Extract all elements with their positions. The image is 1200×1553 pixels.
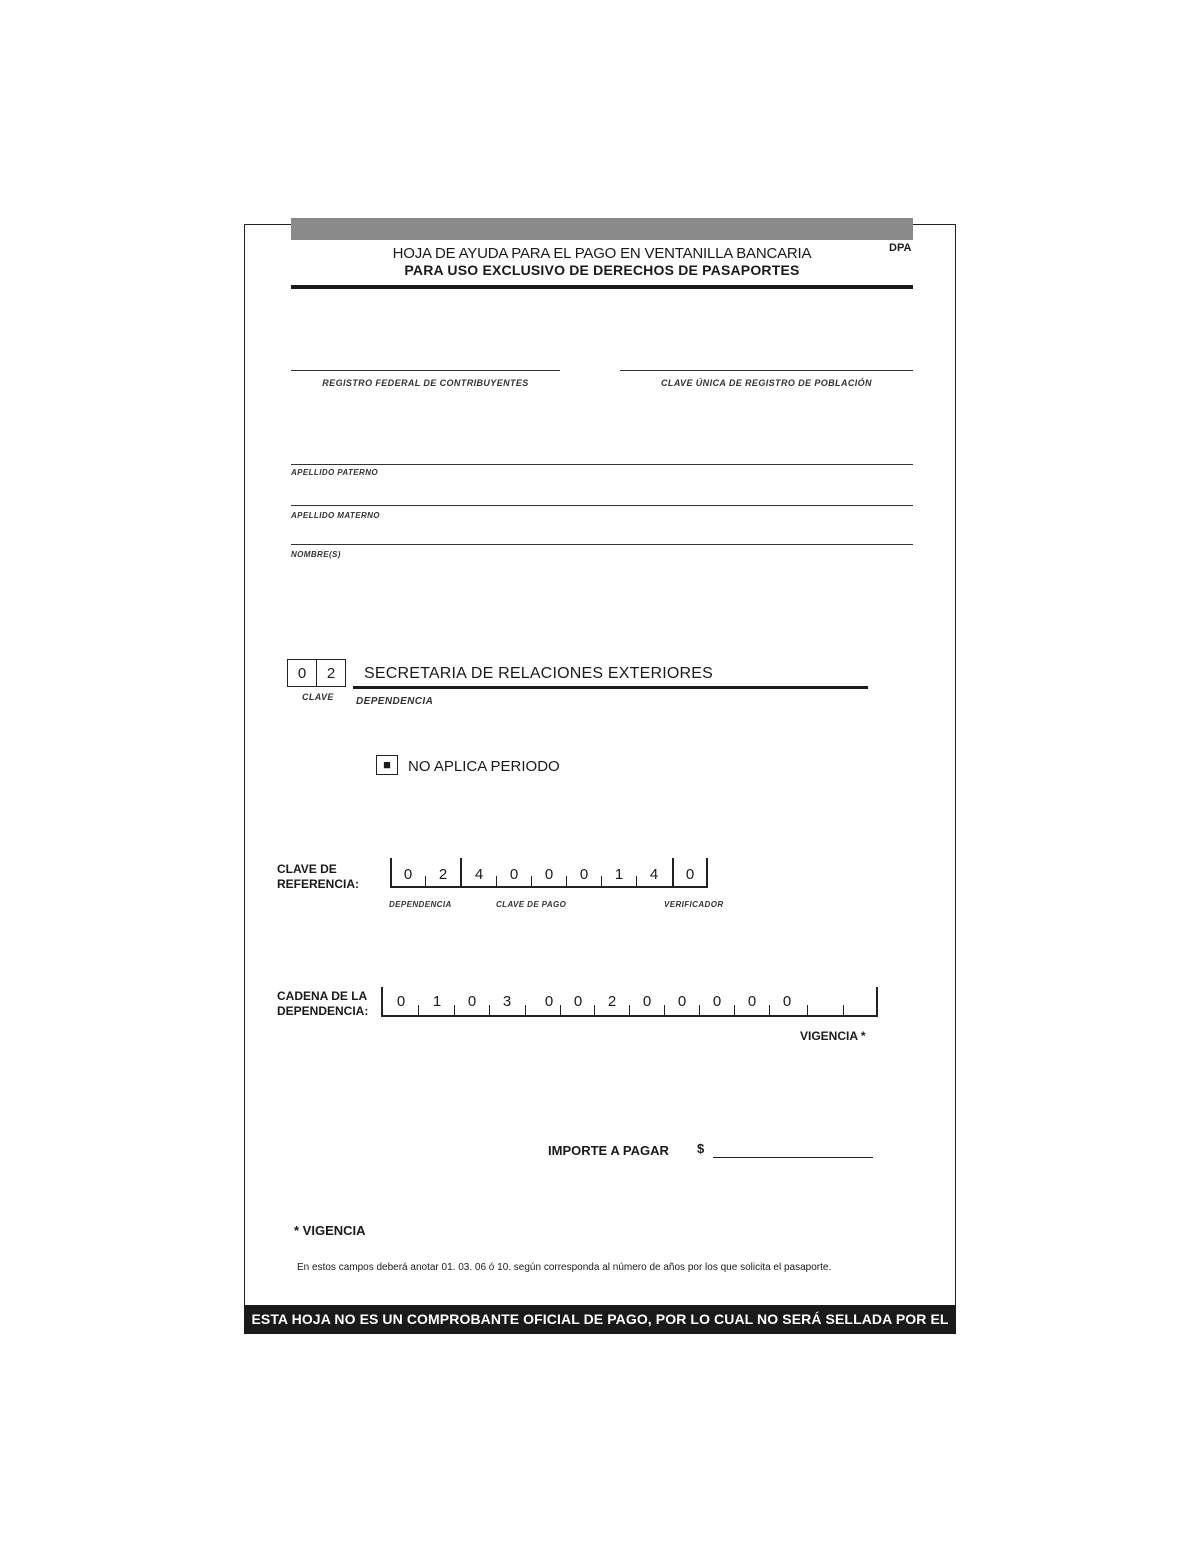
form-title: HOJA DE AYUDA PARA EL PAGO EN VENTANILLA BANCARIA bbox=[392, 245, 812, 262]
nombre-label: NOMBRE(S) bbox=[291, 550, 341, 559]
apellido-paterno-input-line[interactable] bbox=[291, 464, 913, 465]
cadena-field bbox=[381, 987, 878, 1017]
importe-label: IMPORTE A PAGAR bbox=[548, 1143, 669, 1158]
ref-digit: 0 bbox=[544, 866, 554, 883]
cadena-tick bbox=[843, 1005, 844, 1015]
cadena-border-right bbox=[876, 987, 878, 1017]
clave-digit-box: 0 bbox=[287, 659, 317, 687]
header-gray-band bbox=[291, 218, 913, 240]
ref-sub-dependencia: DEPENDENCIA bbox=[389, 900, 452, 909]
form-subtitle: PARA USO EXCLUSIVO DE DERECHOS DE PASAPORTES bbox=[404, 262, 800, 278]
dependencia-name: SECRETARIA DE RELACIONES EXTERIORES bbox=[364, 665, 714, 682]
ref-digit: 0 bbox=[579, 866, 589, 883]
clave-referencia-label-2: REFERENCIA: bbox=[277, 877, 360, 891]
header-divider bbox=[291, 285, 913, 289]
cadena-digit: 0 bbox=[396, 993, 406, 1010]
cadena-digit: 0 bbox=[544, 993, 554, 1010]
frame-top-border-right bbox=[913, 224, 956, 225]
no-aplica-periodo-label: NO APLICA PERIODO bbox=[408, 758, 560, 775]
cadena-digit: 0 bbox=[677, 993, 687, 1010]
cadena-digit: 0 bbox=[467, 993, 477, 1010]
no-aplica-periodo-checkbox[interactable] bbox=[376, 755, 398, 775]
apellido-materno-input-line[interactable] bbox=[291, 505, 913, 506]
vigencia-note-title: * VIGENCIA bbox=[294, 1223, 366, 1238]
vigencia-label: VIGENCIA * bbox=[800, 1029, 866, 1043]
ref-digit: 0 bbox=[403, 866, 413, 883]
cadena-digit: 0 bbox=[573, 993, 583, 1010]
checkmark-icon: ■ bbox=[383, 757, 391, 772]
nombre-input-line[interactable] bbox=[291, 544, 913, 545]
cadena-digit: 0 bbox=[712, 993, 722, 1010]
ref-digit: 4 bbox=[474, 866, 484, 883]
ref-sub-clave-pago: CLAVE DE PAGO bbox=[496, 900, 567, 909]
frame-top-border bbox=[244, 224, 291, 225]
cadena-digit: 3 bbox=[502, 993, 512, 1010]
curp-label: CLAVE ÚNICA DE REGISTRO DE POBLACIÓN bbox=[661, 378, 872, 388]
dependencia-label: DEPENDENCIA bbox=[356, 696, 434, 707]
form-code: DPA bbox=[889, 242, 912, 254]
cadena-digit: 2 bbox=[607, 993, 617, 1010]
frame-right-border bbox=[955, 224, 956, 1334]
dependencia-underline bbox=[353, 686, 868, 689]
ref-digit: 0 bbox=[685, 866, 695, 883]
cadena-digit: 0 bbox=[747, 993, 757, 1010]
clave-referencia-field bbox=[390, 858, 708, 888]
vigencia-note-text: En estos campos deberá anotar 01. 03. 06 ó 10. según corresponda al número de años por los que solicita el pasaporte. bbox=[297, 1262, 832, 1273]
cadena-digit: 0 bbox=[782, 993, 792, 1010]
rfc-input-line[interactable] bbox=[291, 370, 560, 371]
cadena-digit: 0 bbox=[642, 993, 652, 1010]
cadena-tick bbox=[525, 1005, 526, 1015]
ref-sub-verificador: VERIFICADOR bbox=[664, 900, 724, 909]
ref-border-bottom bbox=[390, 886, 708, 888]
apellido-materno-label: APELLIDO MATERNO bbox=[291, 511, 380, 520]
cadena-label-1: CADENA DE LA bbox=[277, 989, 368, 1003]
ref-digit: 4 bbox=[649, 866, 659, 883]
cadena-tick bbox=[807, 1005, 808, 1015]
ref-digit: 0 bbox=[509, 866, 519, 883]
frame-left-border bbox=[244, 224, 245, 1334]
ref-digit: 1 bbox=[614, 866, 624, 883]
ref-digit: 2 bbox=[438, 866, 448, 883]
cadena-border-bottom bbox=[381, 1015, 878, 1017]
clave-referencia-label-1: CLAVE DE bbox=[277, 862, 337, 876]
clave-digit-box: 2 bbox=[316, 659, 346, 687]
footer-disclaimer: ESTA HOJA NO ES UN COMPROBANTE OFICIAL DE PAGO, POR LO CUAL NO SERÁ SELLADA POR EL CAJERO bbox=[244, 1305, 956, 1334]
currency-symbol: $ bbox=[697, 1141, 705, 1156]
curp-input-line[interactable] bbox=[620, 370, 913, 371]
cadena-digit: 1 bbox=[432, 993, 442, 1010]
cadena-label-2: DEPENDENCIA: bbox=[277, 1004, 369, 1018]
apellido-paterno-label: APELLIDO PATERNO bbox=[291, 468, 378, 477]
clave-label: CLAVE bbox=[302, 692, 334, 702]
rfc-label: REGISTRO FEDERAL DE CONTRIBUYENTES bbox=[322, 378, 529, 388]
importe-input-line[interactable] bbox=[713, 1157, 873, 1158]
